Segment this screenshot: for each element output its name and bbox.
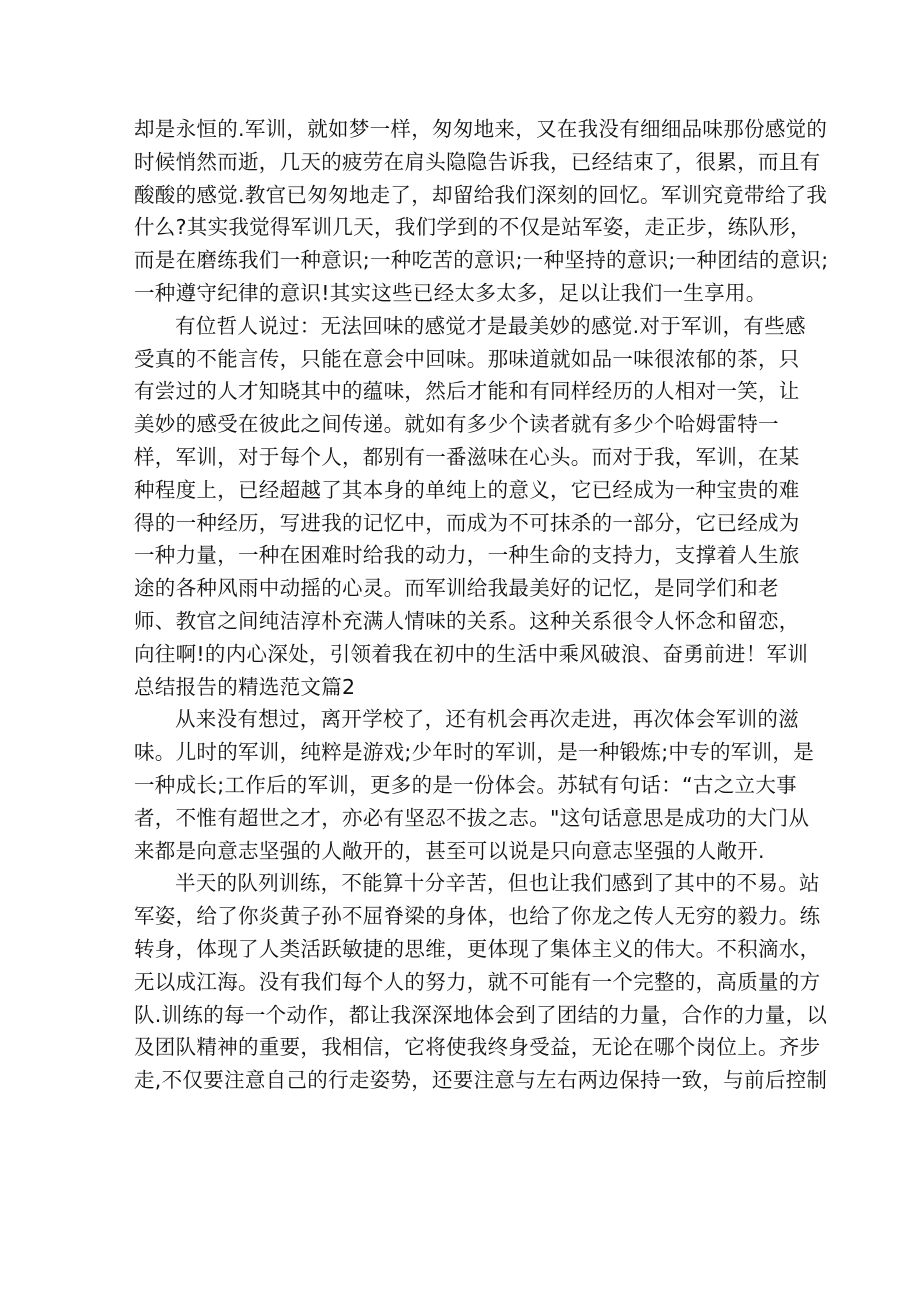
text-line: 来都是向意志坚强的人敞开的，甚至可以说是只向意志坚强的人敞开. xyxy=(134,838,765,863)
text-line-first: 有位哲人说过：无法回味的感觉才是最美妙的感觉.对于军训，有些感 xyxy=(175,313,806,338)
document-body xyxy=(134,113,829,1097)
text-line: 及团队精神的重要，我相信，它将使我终身受益，无论在哪个岗位上。齐步 xyxy=(134,1035,821,1060)
text-line: 师、教官之间纯洁淳朴充满人情味的关系。这种关系很令人怀念和留恋， xyxy=(134,608,800,633)
paragraph-1 xyxy=(134,113,829,310)
text-line: 队.训练的每一个动作，都让我深深地体会到了团结的力量，合作的力量，以 xyxy=(134,1002,828,1027)
text-line: 味。儿时的军训，纯粹是游戏;少年时的军训，是一种锻炼;中专的军训，是 xyxy=(134,740,815,765)
text-line: 一种力量，一种在困难时给我的动力，一种生命的支持力，支撑着人生旅 xyxy=(134,543,800,568)
paragraph-3 xyxy=(134,703,815,867)
text-line: 什么?其实我觉得军训几天，我们学到的不仅是站军姿，走正步，练队形， xyxy=(134,215,811,240)
text-line: 总结报告的精选范文篇2 xyxy=(134,674,356,699)
text-line: 却是永恒的.军训，就如梦一样，匆匆地来，又在我没有细细品味那份感觉的 xyxy=(134,117,828,141)
text-line: 向往啊!的内心深处，引领着我在初中的生活中乘风破浪、奋勇前进！军训 xyxy=(134,641,809,666)
text-line-first: 半天的队列训练，不能算十分辛苦，但也让我们感到了其中的不易。站 xyxy=(175,871,820,896)
text-line: 而是在磨练我们一种意识;一种吃苦的意识;一种坚持的意识;一种团结的意识; xyxy=(134,248,829,273)
text-line: 得的一种经历，写进我的记忆中，而成为不可抹杀的一部分，它已经成为 xyxy=(134,510,800,535)
text-line: 者，不惟有超世之才，亦必有坚忍不拔之志。"这句话意思是成功的大门从 xyxy=(134,805,810,830)
text-line: 无以成江海。没有我们每个人的努力，就不可能有一个完整的，高质量的方 xyxy=(134,969,821,994)
text-line-first: 从来没有想过，离开学校了，还有机会再次走进，再次体会军训的滋 xyxy=(175,707,799,732)
text-line: 转身，体现了人类活跃敏捷的思维，更体现了集体主义的伟大。不积滴水， xyxy=(134,936,821,961)
text-line: 一种遵守纪律的意识!其实这些已经太多太多，足以让我们一生享用。 xyxy=(134,280,767,305)
text-line: 样，军训，对于每个人，都别有一番滋味在心头。而对于我，军训，在某 xyxy=(134,444,800,469)
paragraph-2 xyxy=(134,310,809,704)
text-line: 有尝过的人才知晓其中的蕴味，然后才能和有同样经历的人相对一笑，让 xyxy=(134,379,800,404)
text-line: 酸酸的感觉.教官已匆匆地走了，却留给我们深刻的回忆。军训究竟带给了我 xyxy=(134,182,828,207)
text-line: 途的各种风雨中动摇的心灵。而军训给我最美好的记忆，是同学们和老 xyxy=(134,576,779,601)
text-line: 时候悄然而逝，几天的疲劳在肩头隐隐告诉我，已经结束了，很累，而且有 xyxy=(134,149,821,174)
paragraph-4 xyxy=(134,867,828,1097)
text-line: 一种成长;工作后的军训，更多的是一份体会。苏轼有句话：“古之立大事 xyxy=(134,772,797,797)
text-line: 受真的不能言传，只能在意会中回味。那味道就如品一味很浓郁的茶，只 xyxy=(134,346,800,371)
text-line: 军姿，给了你炎黄子孙不屈脊梁的身体，也给了你龙之传人无穷的毅力。练 xyxy=(134,904,821,929)
text-line: 种程度上，已经超越了其本身的单纯上的意义，它已经成为一种宝贵的难 xyxy=(134,477,800,502)
text-line: 美妙的感受在彼此之间传递。就如有多少个读者就有多少个哈姆雷特一 xyxy=(134,412,779,437)
text-line: 走,不仅要注意自己的行走姿势，还要注意与左右两边保持一致，与前后控制 xyxy=(134,1068,828,1093)
